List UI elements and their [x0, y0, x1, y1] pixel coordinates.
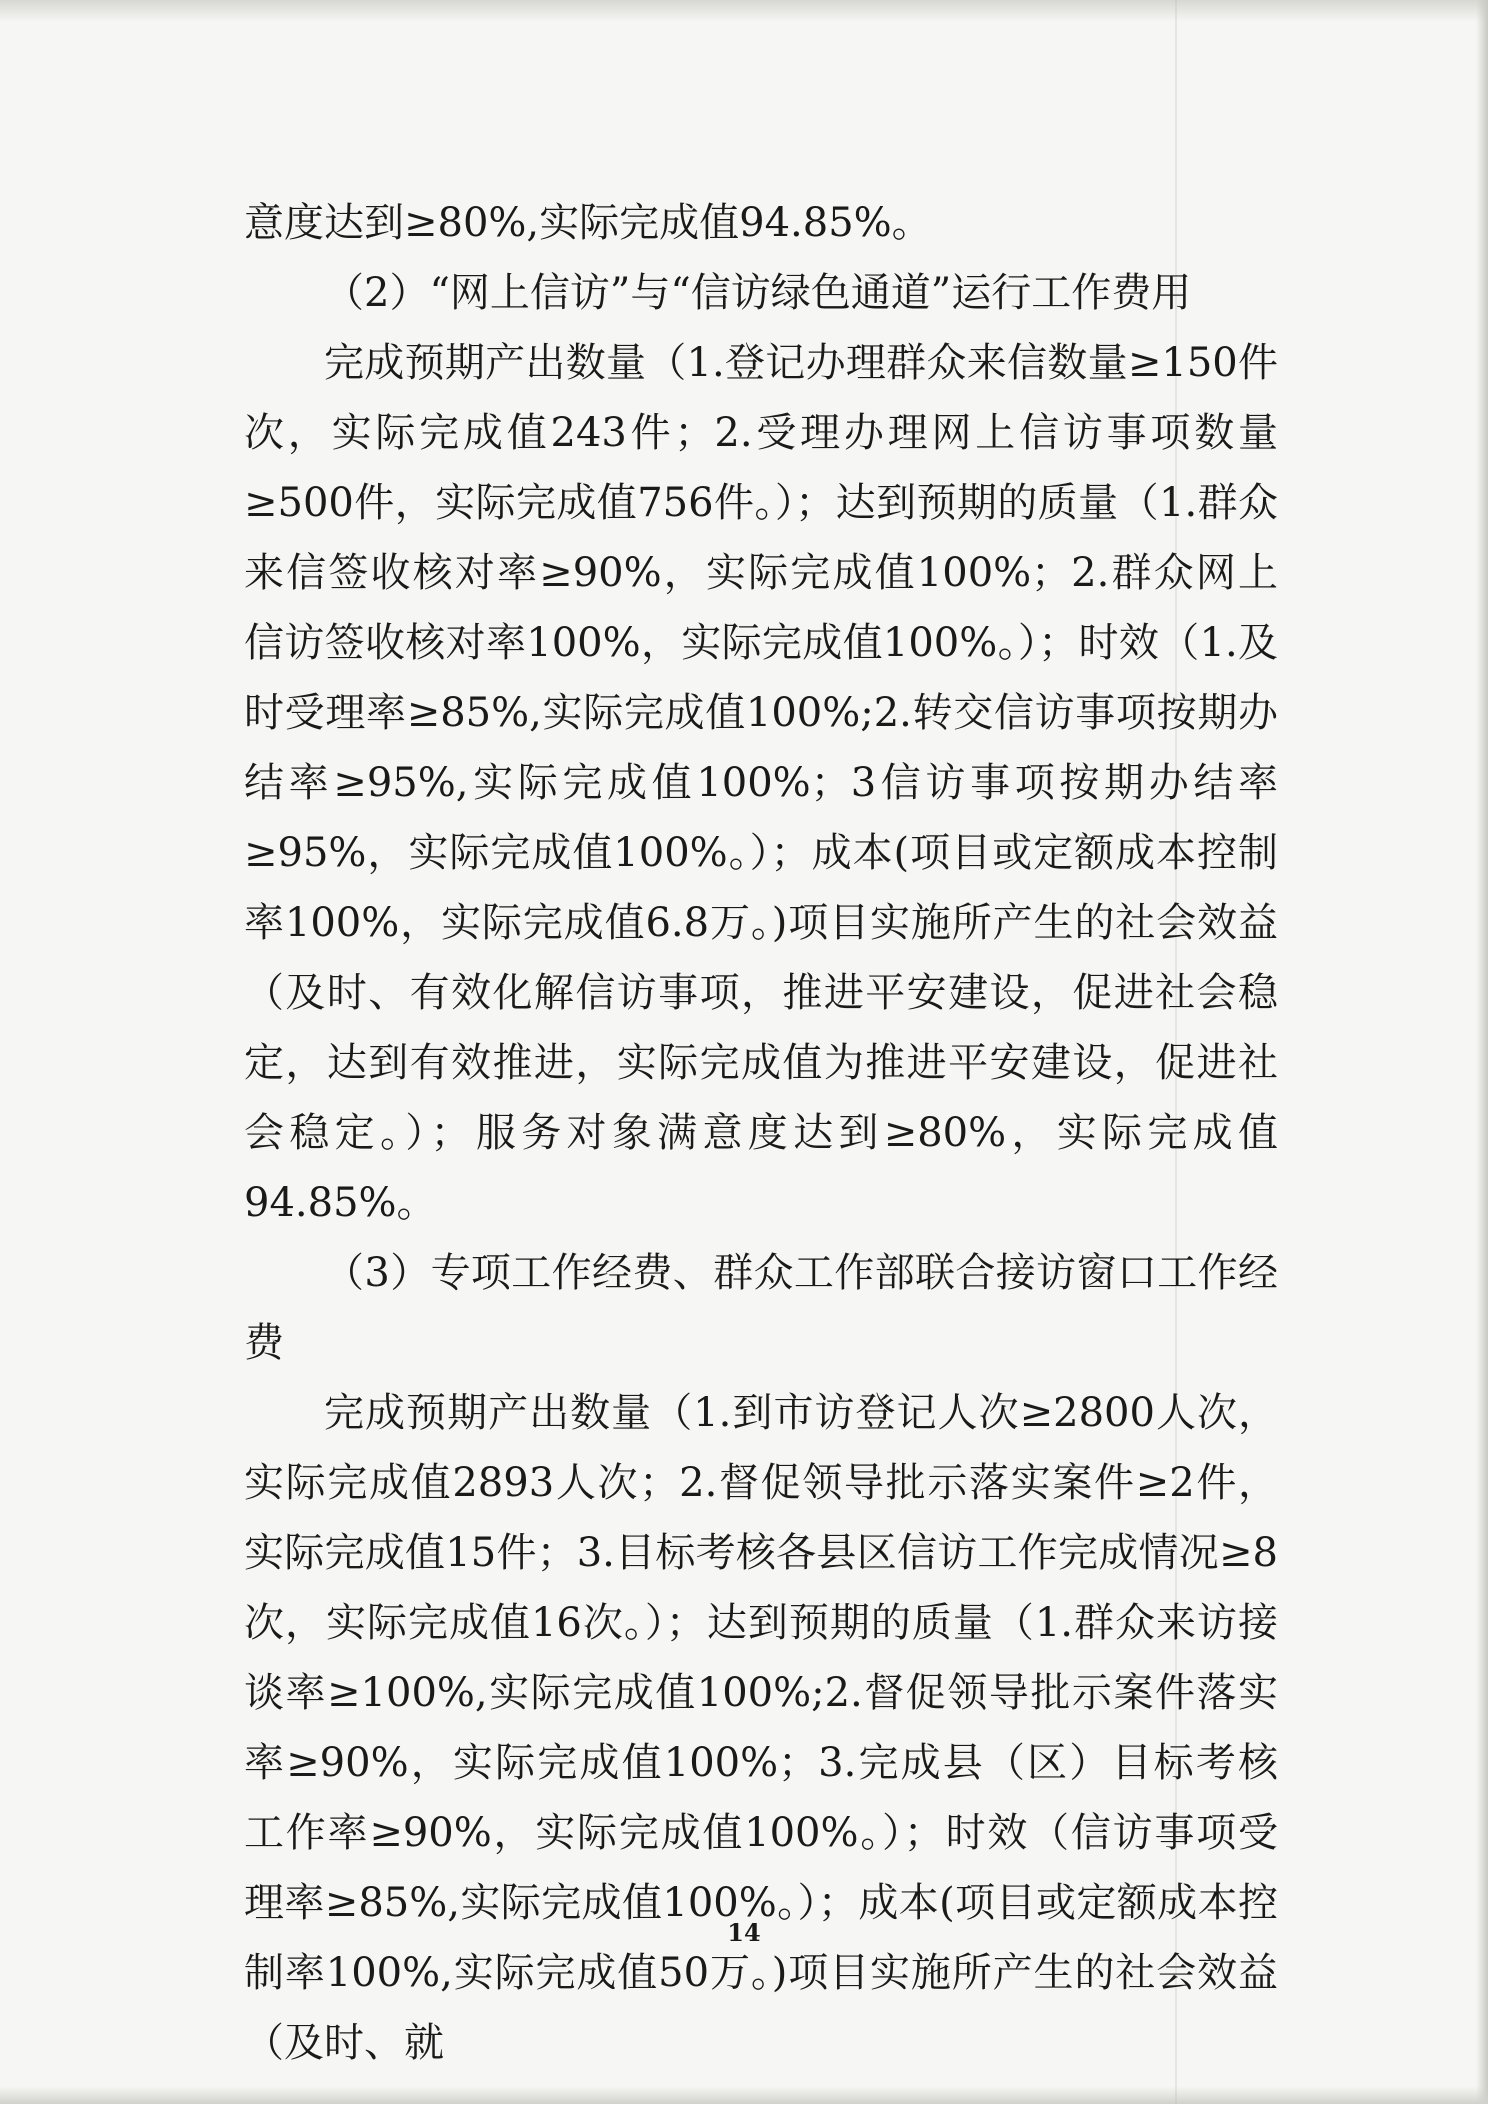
page-number: 14	[727, 1918, 761, 1947]
paragraph-section-3: 完成预期产出数量（1.到市访登记人次≥2800人次，实际完成值2893人次；2.督促领导批示落实案件≥2件，实际完成值15件；3.目标考核各县区信访工作完成情况≥8次，实际完成值16次。）；达到预期的质量（1.群众来访接谈率≥100%,实际完成值100%;2.督促领导批示案件落实率≥90%，实际完成值100%；3.完成县（区）目标考核工作率≥90%，实际完成值100%。）；时效（信访事项受理率≥85%,实际完成值100%。）；成本(项目或定额成本控制率100%,实际完成值50万。)项目实施所产生的社会效益（及时、就	[244, 1390, 1278, 2066]
paper-edge-top	[0, 0, 1488, 22]
paper-edge-right	[1476, 0, 1488, 2104]
paper-edge-bottom	[0, 2086, 1488, 2104]
body-text	[244, 188, 1278, 2078]
section-heading-3: （3）专项工作经费、群众工作部联合接访窗口工作经费	[244, 1250, 1278, 1366]
section-heading-2: （2）“网上信访”与“信访绿色通道”运行工作费用	[324, 270, 1192, 316]
paragraph-continuation: 意度达到≥80%,实际完成值94.85%。	[244, 200, 932, 246]
paragraph-section-2: 完成预期产出数量（1.登记办理群众来信数量≥150件次，实际完成值243件；2.受理办理网上信访事项数量≥500件，实际完成值756件。）；达到预期的质量（1.群众来信签收核对率≥90%，实际完成值100%；2.群众网上信访签收核对率100%，实际完成值100%。）；时效（1.及时受理率≥85%,实际完成值100%;2.转交信访事项按期办结率≥95%,实际完成值100%；3信访事项按期办结率≥95%，实际完成值100%。）；成本(项目或定额成本控制率100%，实际完成值6.8万。)项目实施所产生的社会效益（及时、有效化解信访事项，推进平安建设，促进社会稳定，达到有效推进，实际完成值为推进平安建设，促进社会稳定。）；服务对象满意度达到≥80%，实际完成值94.85%。	[244, 340, 1278, 1226]
